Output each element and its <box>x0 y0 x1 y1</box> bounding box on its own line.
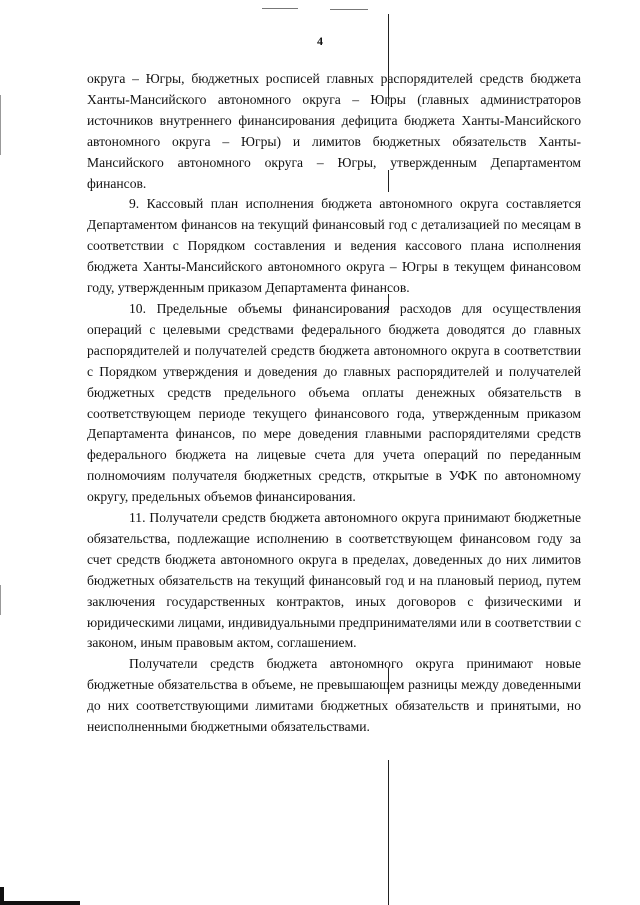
paragraph-9: 9. Кассовый план исполнения бюджета автономного округа составляется Департаментом финансов на текущий финансовый год с детализацией по месяцам в соответствии с Порядком составления и ведения кассового плана исполнения бюджета Ханты-Мансийского автономного округа – Югры в текущем финансовом году, утвержденным приказом Департамента финансов. <box>87 196 581 296</box>
paragraph-11-continued: Получатели средств бюджета автономного округа принимают новые бюджетные обязательства в объеме, не превышающем разницы между доведенными до них соответствующими лимитами бюджетных обязательств и принятыми, но неисполненными бюджетными обязательствами. <box>87 656 581 735</box>
scan-speck <box>262 8 298 9</box>
scan-edge-mark <box>0 95 1 155</box>
paragraph-11: 11. Получатели средств бюджета автономного округа принимают бюджетные обязательства, подлежащие исполнению в соответствующем финансовом году за счет средств бюджета автономного округа в пределах, доведенных до них лимитов бюджетных обязательств на текущий финансовый год и на плановый период, путем заключения государственных контрактов, иных договоров с физическими и юридическими лицами, индивидуальными предпринимателями или в соответствии с законом, иным правовым актом, соглашением. <box>87 510 581 651</box>
page-number: 4 <box>317 34 323 48</box>
scan-edge-mark <box>0 585 1 615</box>
paragraph-continuation: округа – Югры, бюджетных росписей главных распорядителей средств бюджета Ханты-Мансийского автономного округа – Югры (главных администраторов источников внутреннего финансирования дефицита бюджета Ханты-Мансийского автономного округа – Югры) и лимитов бюджетных обязательств Ханты-Мансийского автономного округа – Югры, утвержденным Департаментом финансов. <box>87 71 581 191</box>
scan-corner-mark <box>0 901 80 905</box>
paragraph-10: 10. Предельные объемы финансирования расходов для осуществления операций с целевыми средствами федерального бюджета доводятся до главных распорядителей и получателей средств бюджета автономного округа в соответствии с Порядком утверждения и доведения до главных распорядителей и получателей бюджетных средств предельного объема оплаты денежных обязательств в соответствующем периоде текущего финансового года, утвержденным приказом Департамента финансов, по мере доведения главными распорядителями средств федерального бюджета на лицевые счета для учета операций по переданным полномочиям получателя бюджетных средств, открытые в УФК по автономному округу, предельных объемов финансирования. <box>87 300 581 505</box>
scan-artifact-line <box>388 760 389 905</box>
scan-speck <box>330 9 368 10</box>
scan-corner-mark <box>0 887 4 905</box>
document-body <box>87 69 581 738</box>
